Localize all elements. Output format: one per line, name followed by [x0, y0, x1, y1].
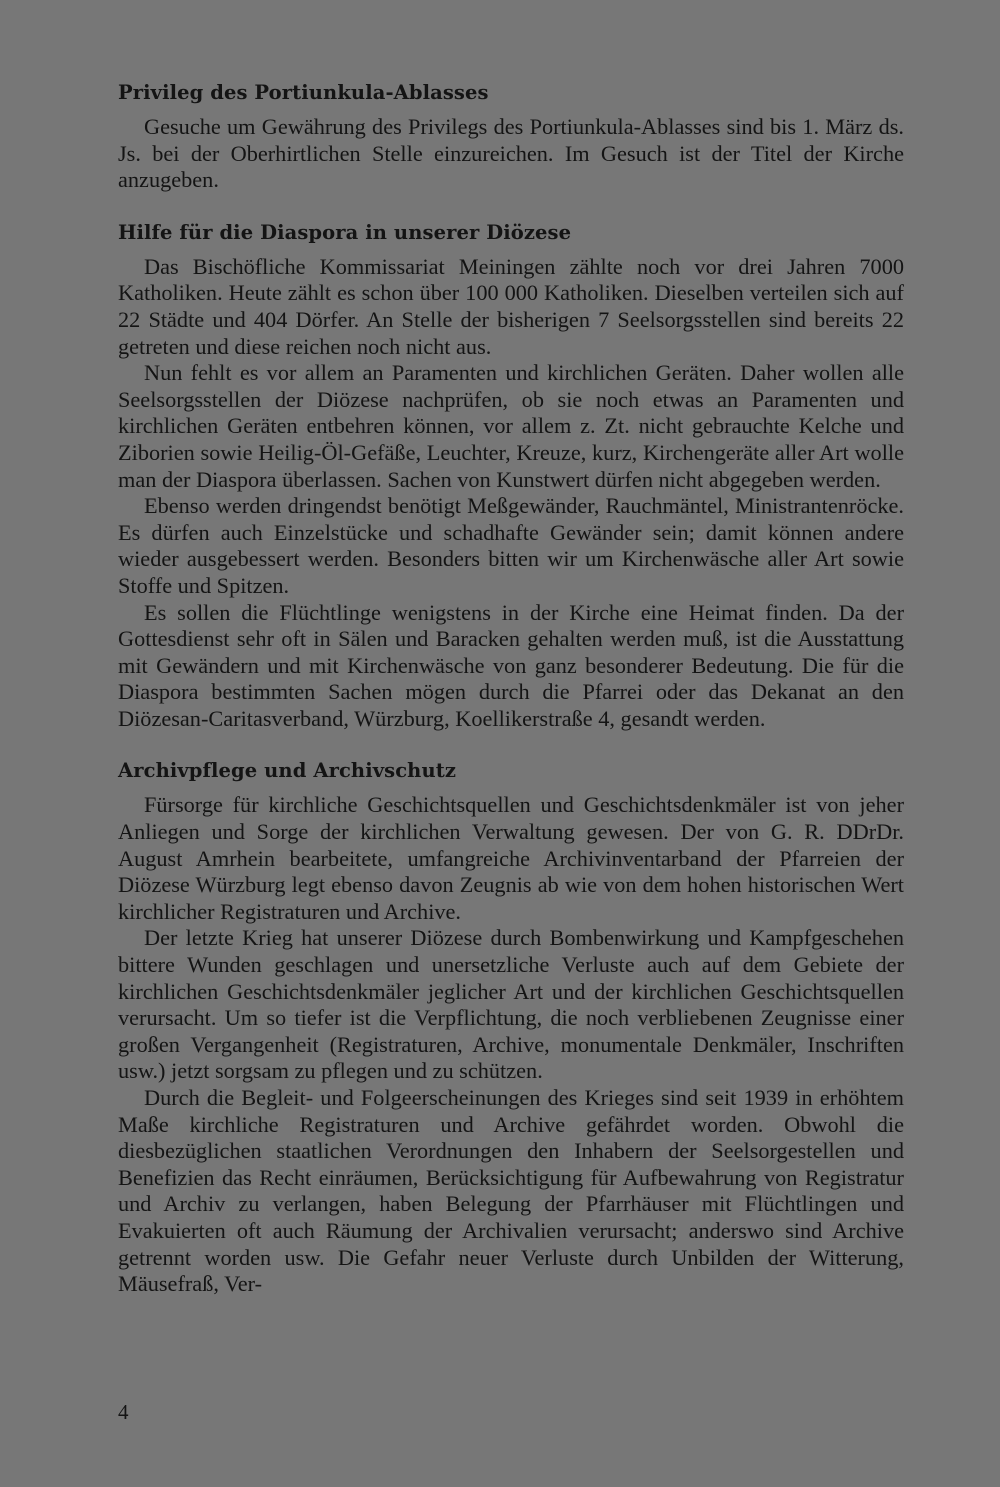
paragraph: Es sollen die Flüchtlinge wenigstens in der Kirche eine Heimat finden. Da der Gottesdienst sehr oft in Sälen und Baracken gehalten werden muß, ist die Ausstattung mit Gewändern und mit Kirchenwäsche von ganz besonderer Bedeutung. Die für die Diaspora bestimmten Sachen mögen durch die Pfarrei oder das Dekanat an den Diözesan-Caritasverband, Würzburg, Koellikerstraße 4, gesandt werden.	[118, 599, 904, 731]
paragraph: Durch die Begleit- und Folgeerscheinungen des Krieges sind seit 1939 in erhöhtem Maße kirchliche Registraturen und Archive gefährdet worden. Obwohl die diesbezüglichen staatlichen Verordnungen den Inhabern der Seelsorgestellen und Benefizien das Recht einräumen, Berücksichtigung für Aufbewahrung von Registratur und Archiv zu verlangen, haben Belegung der Pfarrhäuser mit Flüchtlingen und Evakuierten oft auch Räumung der Archivalien verursacht; anderswo sind Archive getrennt worden usw. Die Gefahr neuer Verluste durch Unbilden der Witterung, Mäusefraß, Ver-	[118, 1085, 904, 1297]
paragraph: Gesuche um Gewährung des Privilegs des Portiunkula-Ablasses sind bis 1. März ds. Js. bei der Oberhirtlichen Stelle einzureichen. Im Gesuch ist der Titel der Kirche anzugeben.	[118, 114, 904, 193]
paragraph: Das Bischöfliche Kommissariat Meiningen zählte noch vor drei Jahren 7000 Katholiken. Heute zählt es schon über 100 000 Katholiken. Dieselben verteilen sich auf 22 Städte und 404 Dörfer. An Stelle der bisherigen 7 Seelsorgsstellen sind bereits 22 getreten und diese reichen noch nicht aus.	[118, 253, 904, 359]
section-heading: Privileg des Portiunkula-Ablasses	[118, 81, 489, 104]
section-portiunkula	[118, 80, 904, 194]
paragraph: Ebenso werden dringendst benötigt Meßgewänder, Rauchmäntel, Ministrantenröcke. Es dürfen auch Einzelstücke und schadhafte Gewänder sein; damit können andere wieder ausgebessert werden. Besonders bitten wir um Kirchenwäsche aller Art sowie Stoffe und Spitzen.	[118, 493, 904, 598]
document-page	[118, 80, 904, 1324]
paragraph: Nun fehlt es vor allem an Paramenten und kirchlichen Geräten. Daher wollen alle Seelsorgsstellen der Diözese nachprüfen, ob sie noch etwas an Paramenten und kirchlichen Geräten entbehren können, vor allem z. Zt. nicht gebrauchte Kelche und Ziborien sowie Heilig-Öl-Gefäße, Leuchter, Kreuze, kurz, Kirchengeräte aller Art wolle man der Diaspora überlassen. Sachen von Kunstwert dürfen nicht abgegeben werden.	[118, 360, 904, 492]
section-archivpflege	[118, 758, 904, 1297]
paragraph: Fürsorge für kirchliche Geschichtsquellen und Geschichtsdenkmäler ist von jeher Anliegen und Sorge der kirchlichen Verwaltung gewesen. Der von G. R. DDrDr. August Amrhein bearbeitete, umfangreiche Archivinventarband der Pfarreien der Diözese Würzburg legt ebenso davon Zeugnis ab wie von dem hohen historischen Wert kirchlicher Registraturen und Archive.	[118, 792, 904, 924]
section-diaspora	[118, 220, 904, 733]
section-heading: Archivpflege und Archivschutz	[118, 759, 457, 783]
page-number: 4	[118, 1400, 129, 1424]
section-heading: Hilfe für die Diaspora in unserer Diözese	[118, 220, 572, 244]
paragraph: Der letzte Krieg hat unserer Diözese durch Bombenwirkung und Kampfgeschehen bittere Wunden geschlagen und unersetzliche Verluste auch auf dem Gebiete der kirchlichen Geschichtsdenkmäler jeglicher Art und der kirchlichen Geschichtsquellen verursacht. Um so tiefer ist die Verpflichtung, die noch verbliebenen Zeugnisse einer großen Vergangenheit (Registraturen, Archive, monumentale Denkmäler, Inschriften usw.) jetzt sorgsam zu pflegen und zu schützen.	[118, 925, 904, 1084]
